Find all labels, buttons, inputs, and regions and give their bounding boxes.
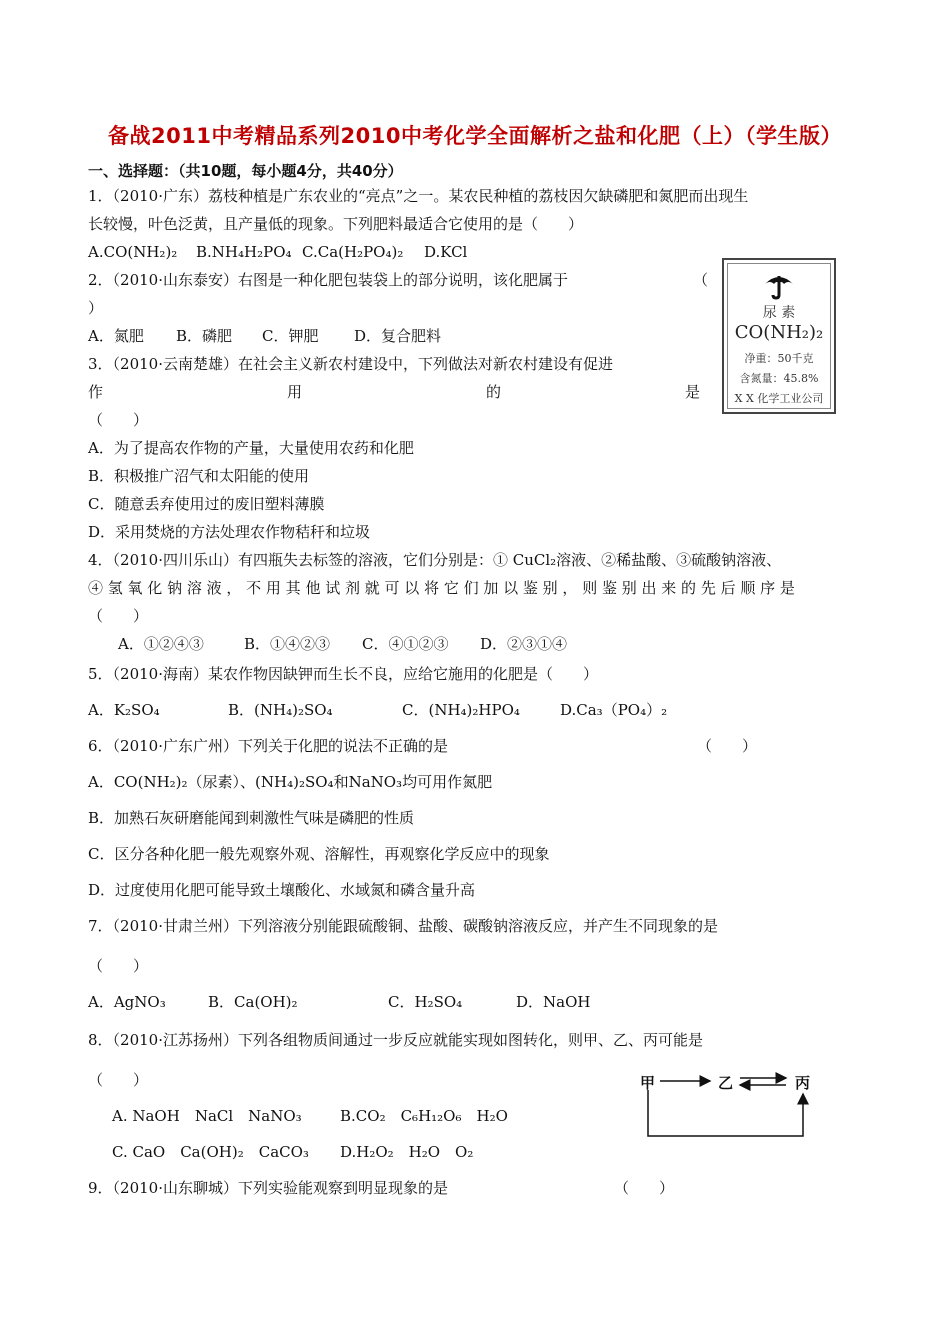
q4-stem-line2: ④ 氢 氧 化 钠 溶 液 ， 不 用 其 他 试 剂 就 可 以 将 它 们 加 以 鉴 别 ， 则 鉴 别 出 来 的 先 后 顺 序 是 — [88, 579, 795, 597]
q6-stem: 6．（2010·广东广州）下列关于化肥的说法不正确的是 — [88, 737, 448, 755]
q3-word: 用 — [286, 383, 302, 401]
q7-option-d: D．NaOH — [516, 993, 591, 1011]
q7-option-c: C．H₂SO₄ — [388, 993, 463, 1011]
q4-option-c: C．④①②③ — [362, 635, 449, 653]
q9-answer-paren: （ ） — [614, 1179, 675, 1197]
q1-option-c: C.Ca(H₂PO₄)₂ — [302, 243, 404, 261]
fertilizer-name: 尿 素 — [762, 305, 796, 321]
umbrella-icon — [763, 268, 795, 300]
q5-stem: 5．（2010·海南）某农作物因缺钾而生长不良，应给它施用的化肥是（ ） — [88, 665, 598, 683]
q6-answer-paren: （ ） — [697, 737, 758, 755]
q5-option-d: D.Ca₃（PO₄）₂ — [560, 701, 668, 719]
q5-option-b: B．(NH₄)₂SO₄ — [228, 701, 333, 719]
q4-option-d: D．②③①④ — [480, 635, 568, 653]
fertilizer-weight: 净重：50千克 — [744, 352, 814, 365]
q7-stem-line2: （ ） — [88, 957, 149, 975]
fertilizer-formula: CO(NH₂)₂ — [734, 322, 824, 343]
q5-option-a: A．K₂SO₄ — [88, 701, 160, 719]
q3-word: 的 — [485, 383, 501, 401]
fertilizer-label-figure — [722, 258, 836, 414]
q3-option-c: C．随意丢弃使用过的废旧塑料薄膜 — [88, 495, 325, 513]
q1-stem-line2: 长较慢，叶色泛黄，且产量低的现象。下列肥料最适合它使用的是（ ） — [88, 215, 584, 233]
q6-option-c: C．区分各种化肥一般先观察外观、溶解性，再观察化学反应中的现象 — [88, 845, 550, 863]
q2-stem-line1: 2．（2010·山东泰安）右图是一种化肥包装袋上的部分说明，该化肥属于 — [88, 271, 568, 289]
q2-stem-line2: ） — [88, 299, 104, 317]
q4-stem-line3: （ ） — [88, 607, 149, 625]
q3-stem-line2 — [88, 382, 700, 402]
q3-option-a: A．为了提高农作物的产量，大量使用农药和化肥 — [88, 439, 414, 457]
q1-option-d: D.KCl — [424, 243, 468, 261]
q1-option-b: B.NH₄H₂PO₄ — [196, 243, 292, 261]
q2-option-c: C．钾肥 — [262, 327, 319, 345]
q3-option-b: B．积极推广沼气和太阳能的使用 — [88, 467, 310, 485]
q2-paren-open: （ — [693, 271, 709, 289]
q2-option-a: A．氮肥 — [88, 327, 144, 345]
node-jia: 甲 — [640, 1074, 656, 1092]
q2-option-b: B．磷肥 — [176, 327, 233, 345]
node-bing: 丙 — [795, 1074, 811, 1092]
fertilizer-company: X X 化学工业公司 — [734, 392, 824, 405]
q8-option-c: C. CaO Ca(OH)₂ CaCO₃ — [112, 1143, 309, 1161]
q7-option-a: A．AgNO₃ — [88, 993, 166, 1011]
q2-option-d: D．复合肥料 — [354, 327, 442, 345]
q3-word: 是 — [684, 383, 700, 401]
q8-stem-line2: （ ） — [88, 1071, 149, 1089]
q3-stem-line1: 3．（2010·云南楚雄）在社会主义新农村建设中，下列做法对新农村建设有促进 — [88, 355, 613, 373]
q8-option-a: A. NaOH NaCl NaNO₃ — [112, 1107, 302, 1125]
q4-option-b: B．①④②③ — [244, 635, 331, 653]
fertilizer-nitrogen: 含氮量：45.8% — [739, 372, 819, 385]
q8-option-b: B.CO₂ C₆H₁₂O₆ H₂O — [340, 1107, 508, 1125]
page-title: 备战2011中考精品系列2010中考化学全面解析之盐和化肥（上）（学生版） — [108, 124, 842, 148]
q1-option-a: A.CO(NH₂)₂ — [88, 243, 178, 261]
node-yi: 乙 — [718, 1074, 734, 1092]
q6-option-b: B．加熟石灰研磨能闻到刺激性气味是磷肥的性质 — [88, 809, 415, 827]
q6-option-d: D．过度使用化肥可能导致土壤酸化、水域氮和磷含量升高 — [88, 881, 476, 899]
q6-option-a: A．CO(NH₂)₂（尿素）、(NH₄)₂SO₄和NaNO₃均可用作氮肥 — [88, 773, 493, 791]
q3-option-d: D．采用焚烧的方法处理农作物秸秆和垃圾 — [88, 523, 371, 541]
q9-stem: 9．（2010·山东聊城）下列实验能观察到明显现象的是 — [88, 1179, 448, 1197]
q1-stem-line1: 1．（2010·广东）荔枝种植是广东农业的“亮点”之一。某农民种植的荔枝因欠缺磷肥和氮肥而出现生 — [88, 187, 749, 205]
q3-word: 作 — [88, 383, 104, 401]
q7-stem-line1: 7．（2010·甘肃兰州）下列溶液分别能跟硫酸铜、盐酸、碳酸钠溶液反应，并产生不同现象的是 — [88, 917, 718, 935]
section-heading: 一、选择题：（共10题，每小题4分，共40分） — [88, 162, 403, 180]
q3-stem-line3: （ ） — [88, 411, 149, 429]
q4-stem-line1: 4．（2010·四川乐山）有四瓶失去标签的溶液，它们分别是：① CuCl₂溶液、②稀盐酸、③硫酸钠溶液、 — [88, 551, 782, 569]
q4-option-a: A．①②④③ — [118, 635, 204, 653]
q5-option-c: C．(NH₄)₂HPO₄ — [402, 701, 520, 719]
q8-option-d: D.H₂O₂ H₂O O₂ — [340, 1143, 474, 1161]
conversion-diagram — [640, 1068, 820, 1148]
q8-stem-line1: 8．（2010·江苏扬州）下列各组物质间通过一步反应就能实现如图转化，则甲、乙、丙可能是 — [88, 1031, 703, 1049]
q7-option-b: B．Ca(OH)₂ — [208, 993, 298, 1011]
